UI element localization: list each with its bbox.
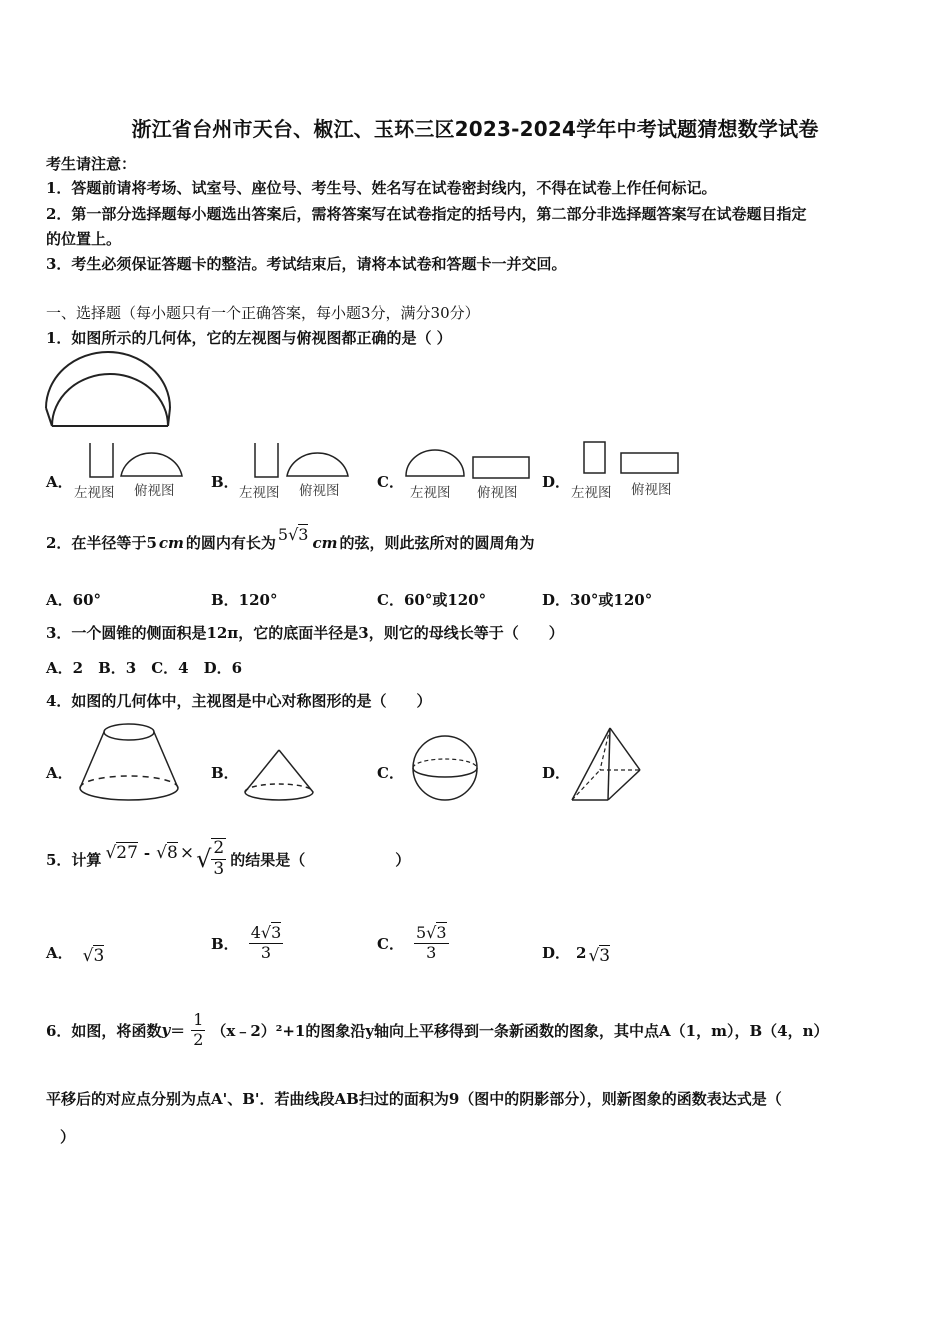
- q2-post: 的弦，则此弦所对的圆周角为: [339, 534, 535, 552]
- q1-d-top-view: [620, 452, 682, 476]
- q2-chord-length: 5√3: [277, 525, 309, 544]
- q1-b-top-view: [286, 446, 350, 480]
- q1-option-d[interactable]: D．: [542, 473, 571, 491]
- q2-mid: 的圆内有长为: [185, 534, 276, 552]
- q5-fraction: $\frac{2}{3}$: [213, 838, 225, 879]
- q1-c-left-view: [405, 448, 467, 480]
- q6-eq: ＝: [170, 1021, 186, 1040]
- q1-a-top-view: [120, 446, 184, 480]
- q4-a-frustum: [78, 722, 180, 804]
- q6-fraction: $\frac{1}{2}$: [193, 1010, 204, 1049]
- q6-line1-post: （x﹣2）²+1的图象沿y轴向上平移得到一条新函数的图象，其中点A（1，m），B（4，n）: [211, 1021, 829, 1040]
- q2-option-a[interactable]: A．60°: [46, 591, 102, 609]
- q5-stem: 5．计算 √27 - √8 × √ $\frac{2}{3}$ 的结果是（ ）: [46, 838, 411, 879]
- q4-option-a[interactable]: A．: [46, 764, 73, 782]
- q2-rad: 3: [298, 525, 309, 544]
- q6-y: y: [161, 1021, 171, 1039]
- q5-minus: -: [143, 844, 151, 862]
- q6-line2: 平移后的对应点分别为点A'、B'．若曲线段AB扫过的面积为9（图中的阴影部分），则新图象的函数表达式是（: [46, 1090, 782, 1108]
- q1-b-top-label: 俯视图: [299, 483, 340, 499]
- q4-c-sphere: [410, 735, 480, 801]
- q1-d-left-view: [583, 441, 607, 475]
- q5-option-c[interactable]: C． $\frac{5√3}{3}$: [377, 923, 447, 962]
- q6-pre: 6．如图，将函数: [46, 1021, 162, 1040]
- q1-c-top-view: [472, 456, 532, 480]
- q3-stem: 3．一个圆锥的侧面积是12π，它的底面半径是3，则它的母线长等于（ ）: [46, 624, 564, 642]
- q2-unit: cm: [158, 533, 184, 552]
- q5-term2: √8: [156, 843, 178, 863]
- q1-option-c[interactable]: C．: [377, 473, 404, 491]
- q6-line3: ）: [60, 1128, 76, 1146]
- section-heading: 一、选择题（每小题只有一个正确答案，每小题3分，满分30分）: [46, 304, 480, 322]
- q1-option-b[interactable]: B．: [211, 473, 239, 491]
- q5-option-d[interactable]: D． 2 √3: [542, 943, 611, 966]
- notice-heading: 考生请注意：: [46, 155, 137, 173]
- page-title: 浙江省台州市天台、椒江、玉环三区2023-2024学年中考试题猜想数学试卷: [131, 117, 819, 141]
- q6-line1: [46, 1000, 829, 1060]
- q5-pre: 5．计算: [46, 850, 102, 869]
- q1-stem: 1．如图所示的几何体，它的左视图与俯视图都正确的是（ ）: [46, 329, 452, 347]
- q2-coef: 5: [277, 525, 289, 544]
- q5-term1: √27: [105, 843, 138, 863]
- q1-d-top-label: 俯视图: [631, 482, 672, 498]
- q5-post: 的结果是（ ）: [230, 850, 411, 869]
- q1-a-left-view: [89, 443, 115, 479]
- q1-a-left-label: 左视图: [74, 485, 115, 501]
- q1-c-top-label: 俯视图: [477, 485, 518, 501]
- q2-pre: 2．在半径等于5: [46, 534, 157, 552]
- notice-item: 3．考生必须保证答题卡的整洁。考试结束后，请将本试卷和答题卡一并交回。: [46, 255, 567, 273]
- q5-option-b[interactable]: B． $\frac{4√3}{3}$: [211, 923, 282, 962]
- notice-item: 的位置上。: [46, 230, 122, 248]
- q5-times: ×: [179, 843, 195, 863]
- q2-option-c[interactable]: C．60°或120°: [377, 591, 487, 609]
- q1-a-top-label: 俯视图: [134, 483, 175, 499]
- q3-options[interactable]: A．2 B．3 C．4 D．6: [46, 659, 243, 677]
- q2-option-d[interactable]: D．30°或120°: [542, 591, 653, 609]
- notice-item: 2．第一部分选择题每小题选出答案后，需将答案写在试卷指定的括号内，第二部分非选择题答案写在试卷题目指定: [46, 205, 807, 223]
- notice-item: 1．答题前请将考场、试室号、座位号、考生号、姓名写在试卷密封线内，不得在试卷上作任何标记。: [46, 179, 717, 197]
- q4-stem: 4．如图的几何体中，主视图是中心对称图形的是（ ）: [46, 692, 432, 710]
- q1-option-a[interactable]: A．: [46, 473, 73, 491]
- q1-b-left-label: 左视图: [239, 485, 280, 501]
- q5-option-a[interactable]: A． √3: [46, 944, 105, 966]
- q2-stem: [46, 525, 535, 553]
- q1-solid-figure: [44, 356, 176, 432]
- q4-b-cone: [243, 748, 315, 804]
- q4-option-d[interactable]: D．: [542, 764, 571, 782]
- q2-unit-2: cm: [312, 533, 338, 552]
- q2-option-b[interactable]: B．120°: [211, 591, 278, 609]
- q4-d-pyramid: [570, 726, 644, 804]
- q1-d-left-label: 左视图: [571, 485, 612, 501]
- q4-option-b[interactable]: B．: [211, 764, 239, 782]
- q4-option-c[interactable]: C．: [377, 764, 404, 782]
- q1-c-left-label: 左视图: [410, 485, 451, 501]
- q1-b-left-view: [254, 443, 280, 479]
